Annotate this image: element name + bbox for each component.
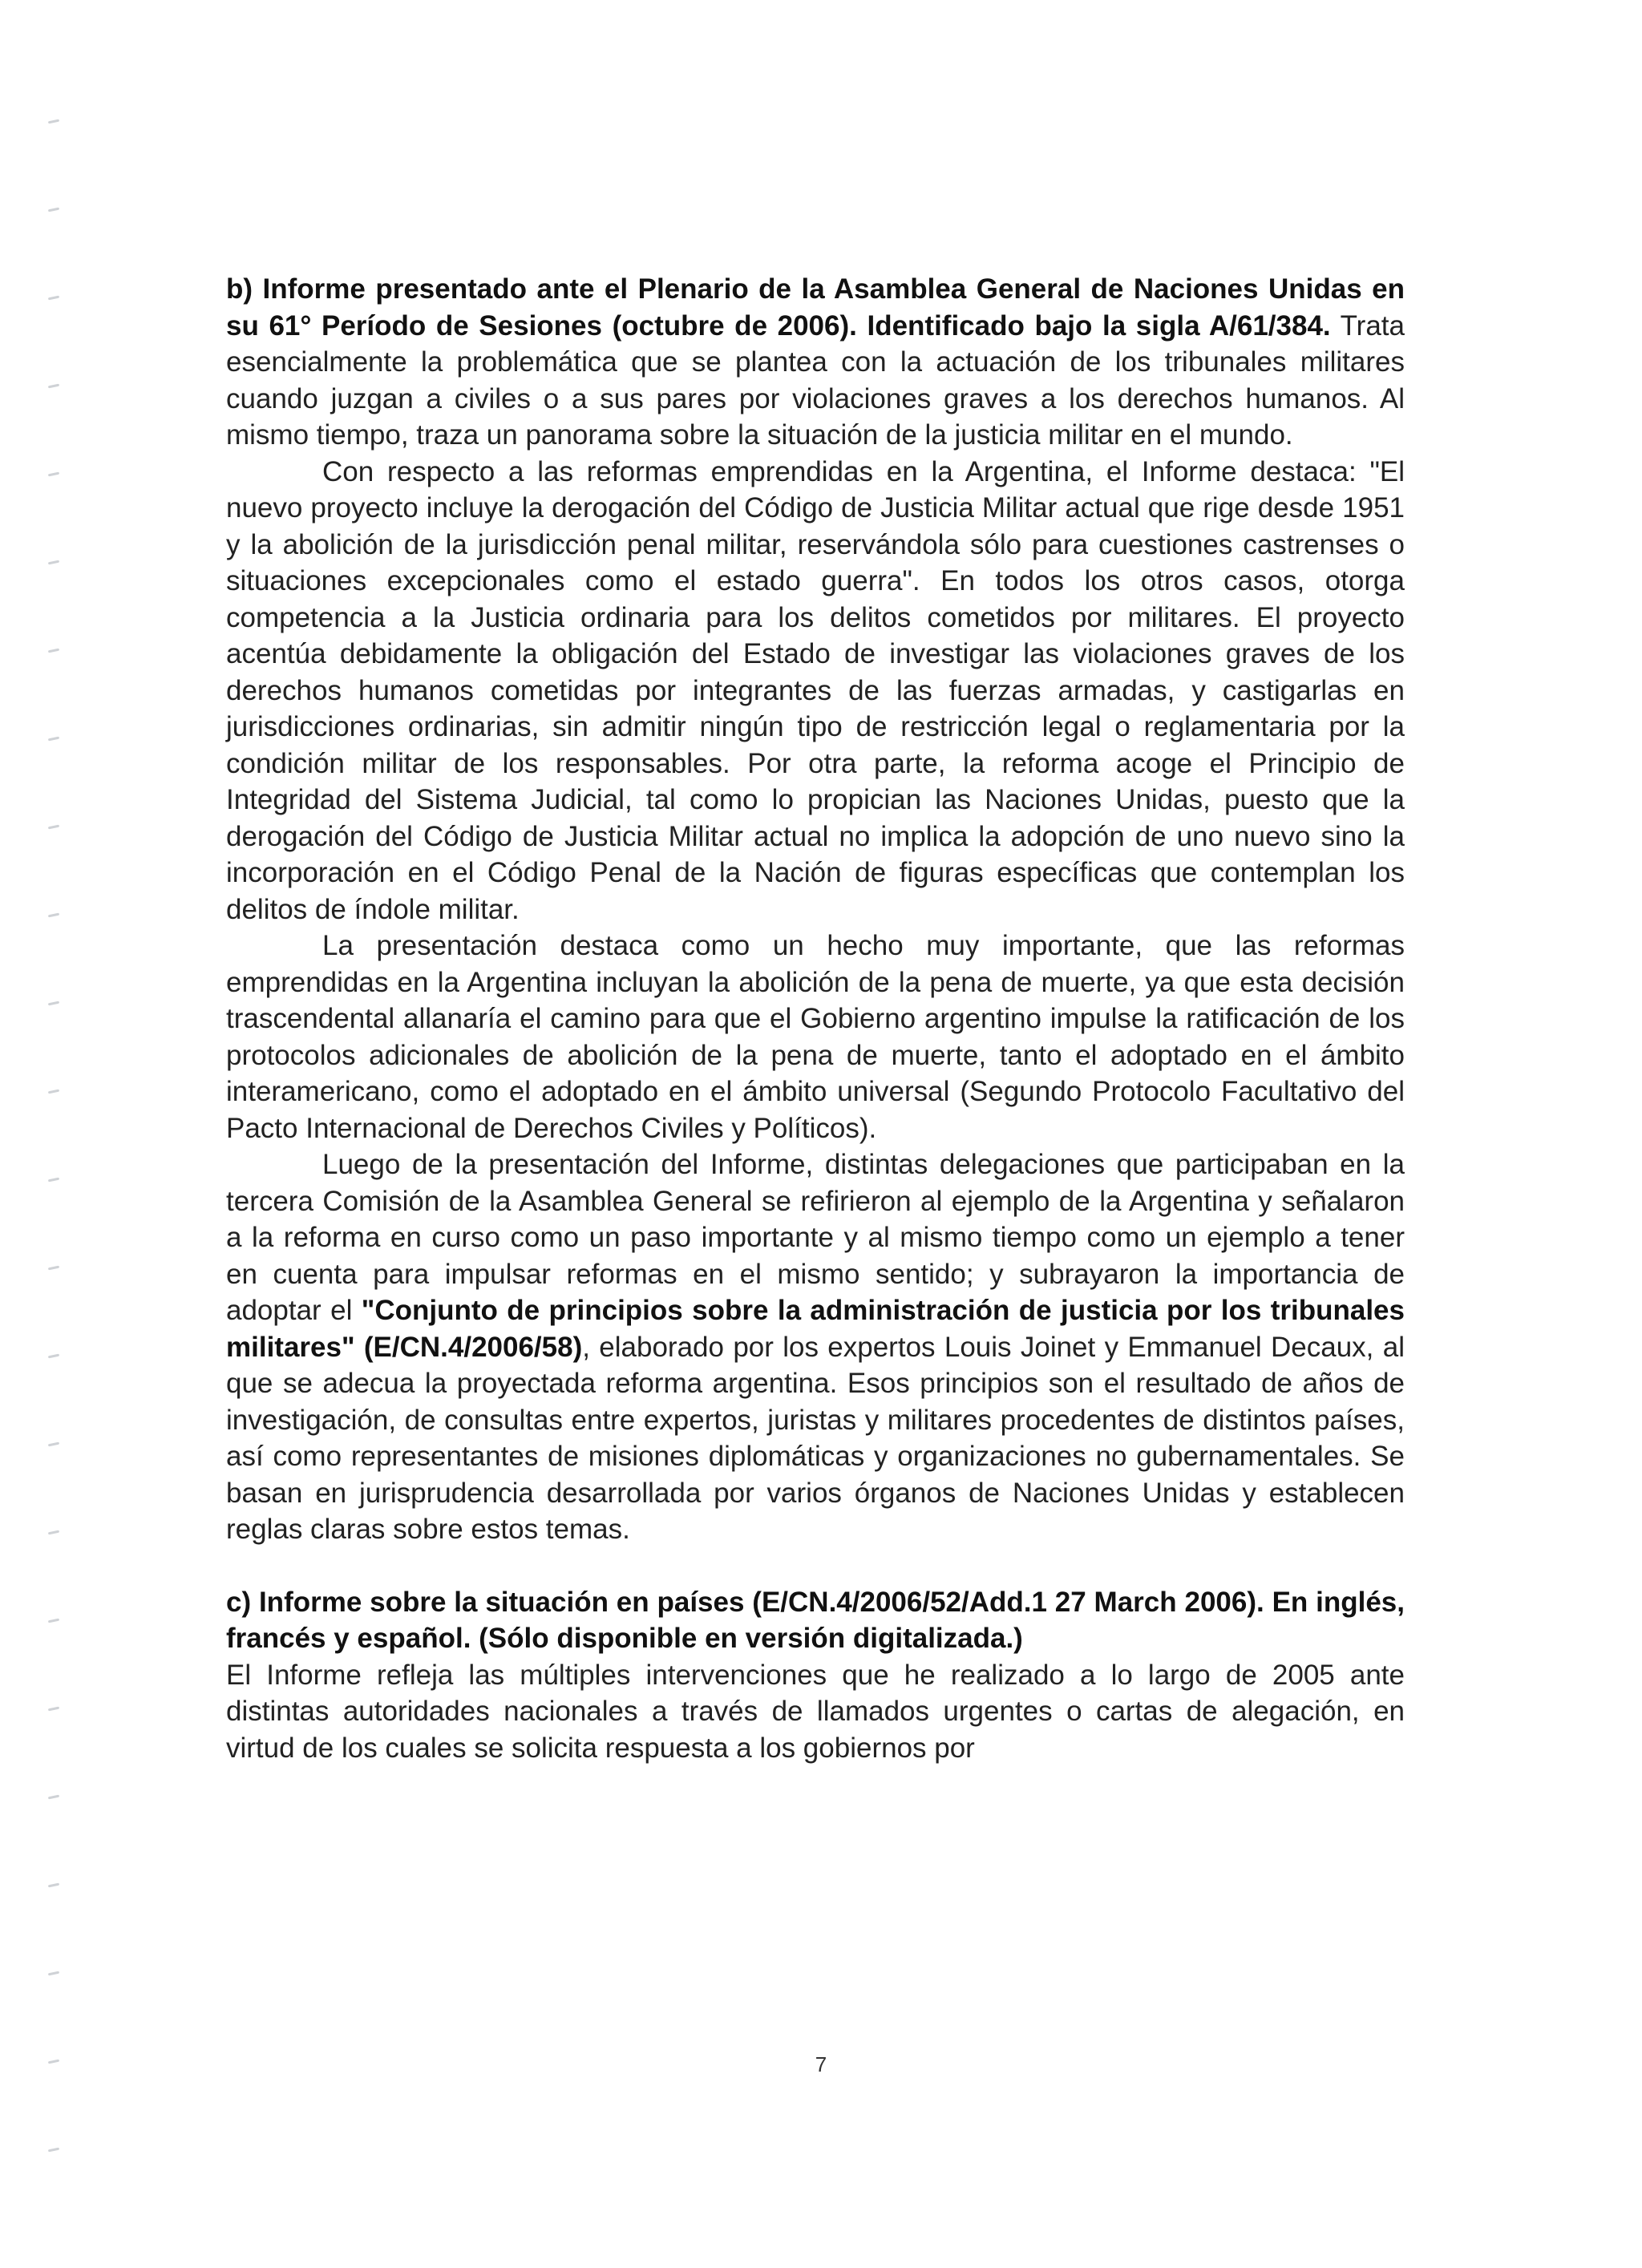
principles-title: "Conjunto de principios sobre la administración de justicia por los tribunales militares" (E/CN.4/2006/58) [226,1295,1405,1363]
section-b-paragraph-3: La presentación destaca como un hecho muy importante, que las reformas emprendidas en la Argentina incluyan la abolición de la pena de muerte, ya que esta decisión trascendental allanaría el camino para que el Gobierno argentino impulse la ratificación de los protocolos adicionales de abolición de la pena de muerte, tanto el adoptado en el ámbito interamericano, como el adoptado en el ámbito universal (Segundo Protocolo Facultativo del Pacto Internacional de Derechos Civiles y Políticos). [226,930,1405,1144]
paragraph-4-text-end: , elaborado por los expertos Louis Joinet y Emmanuel Decaux, al que se adecua la proyectada reforma argentina. Esos principios son el resultado de años de investigación, de consultas entre expertos, juristas y militares procedentes de distintos países, así como representantes de misiones diplomáticas y organizaciones no gubernamentales. Se basan en jurisprudencia desarrollada por varios órganos de Naciones Unidas y establecen reglas claras sobre estos temas. [226,1331,1405,1545]
page-number: 7 [815,2052,827,2076]
binding-mark [48,1090,59,1094]
binding-mark [48,1266,59,1271]
section-b-paragraph-4 [226,1146,1405,1548]
section-b-paragraph-1 [226,271,1405,454]
binding-mark [48,1530,59,1535]
section-c-body: El Informe refleja las múltiples intervenciones que he realizado a lo largo de 2005 ante distintas autoridades nacionales a través de llamados urgentes o cartas de alegación, en virtud de los cuales se solicita respuesta a los gobiernos por [226,1659,1405,1764]
binding-mark [48,472,59,477]
section-b-paragraph-2: Con respecto a las reformas emprendidas en la Argentina, el Informe destaca: "El nuevo proyecto incluye la derogación del Código de Justicia Militar actual que rige desde 1951 y la abolición de la jurisdicción penal militar, reservándola sólo para cuestiones castrenses o situaciones excepcionales como el estado guerra". En todos los otros casos, otorga competencia a la Justicia ordinaria para los delitos cometidos por militares. El proyecto acentúa debidamente la obligación del Estado de investigar las violaciones graves de los derechos humanos cometidas por integrantes de las fuerzas armadas, y castigarlas en jurisdicciones ordinarias, sin admitir ningún tipo de restricción legal o reglamentaria por la condición militar de los responsables. Por otra parte, la reforma acoge el Principio de Integridad del Sistema Judicial, tal como lo propician las Naciones Unidas, puesto que la derogación del Código de Justicia Militar actual no implica la adopción de uno nuevo sino la incorporación en el Código Penal de la Nación de figuras específicas que contemplan los delitos de índole militar. [226,455,1405,925]
binding-mark [48,1001,59,1006]
binding-mark [48,2148,59,2153]
binding-mark [48,1883,59,1888]
binding-mark [48,1795,59,1800]
binding-mark [48,1707,59,1712]
binding-mark [48,1354,59,1359]
binding-edge-marks [32,120,80,2205]
binding-mark [48,649,59,653]
binding-mark [48,1442,59,1447]
binding-mark [48,1971,59,1976]
binding-mark [48,208,59,212]
binding-mark [48,825,59,830]
binding-mark [48,119,59,124]
section-c-heading [226,1584,1405,1657]
binding-mark [48,296,59,301]
binding-mark [48,560,59,565]
section-c-heading-text: c) Informe sobre la situación en países (E/CN.4/2006/52/Add.1 27 March 2006). En inglés, francés y español. (Sólo disponible en versión digitalizada.) [226,1586,1405,1654]
section-b-heading: b) Informe presentado ante el Plenario de la Asamblea General de Naciones Unidas en su 61° Período de Sesiones (octubre de 2006). Identificado bajo la sigla A/61/384. [226,273,1405,342]
section-b-intro-text: Trata esencialmente la problemática que se plantea con la actuación de los tribunales militares cuando juzgan a civiles o a sus pares por violaciones graves a los derechos humanos. Al mismo tiempo, traza un panorama sobre la situación de la justicia militar en el mundo. [226,309,1405,451]
binding-mark [48,737,59,742]
paragraph-4-text-start: Luego de la presentación del Informe, distintas delegaciones que participaban en la tercera Comisión de la Asamblea General se refirieron al ejemplo de la Argentina y señalaron a la reforma en curso como un paso importante y al mismo tiempo como un ejemplo a tener en cuenta para impulsar reformas en el mismo sentido; y subrayaron la importancia de adoptar el [226,1149,1405,1326]
binding-mark [48,1178,59,1183]
binding-mark [48,1619,59,1623]
binding-mark [48,384,59,389]
document-body [226,271,1405,1766]
binding-mark [48,913,59,918]
